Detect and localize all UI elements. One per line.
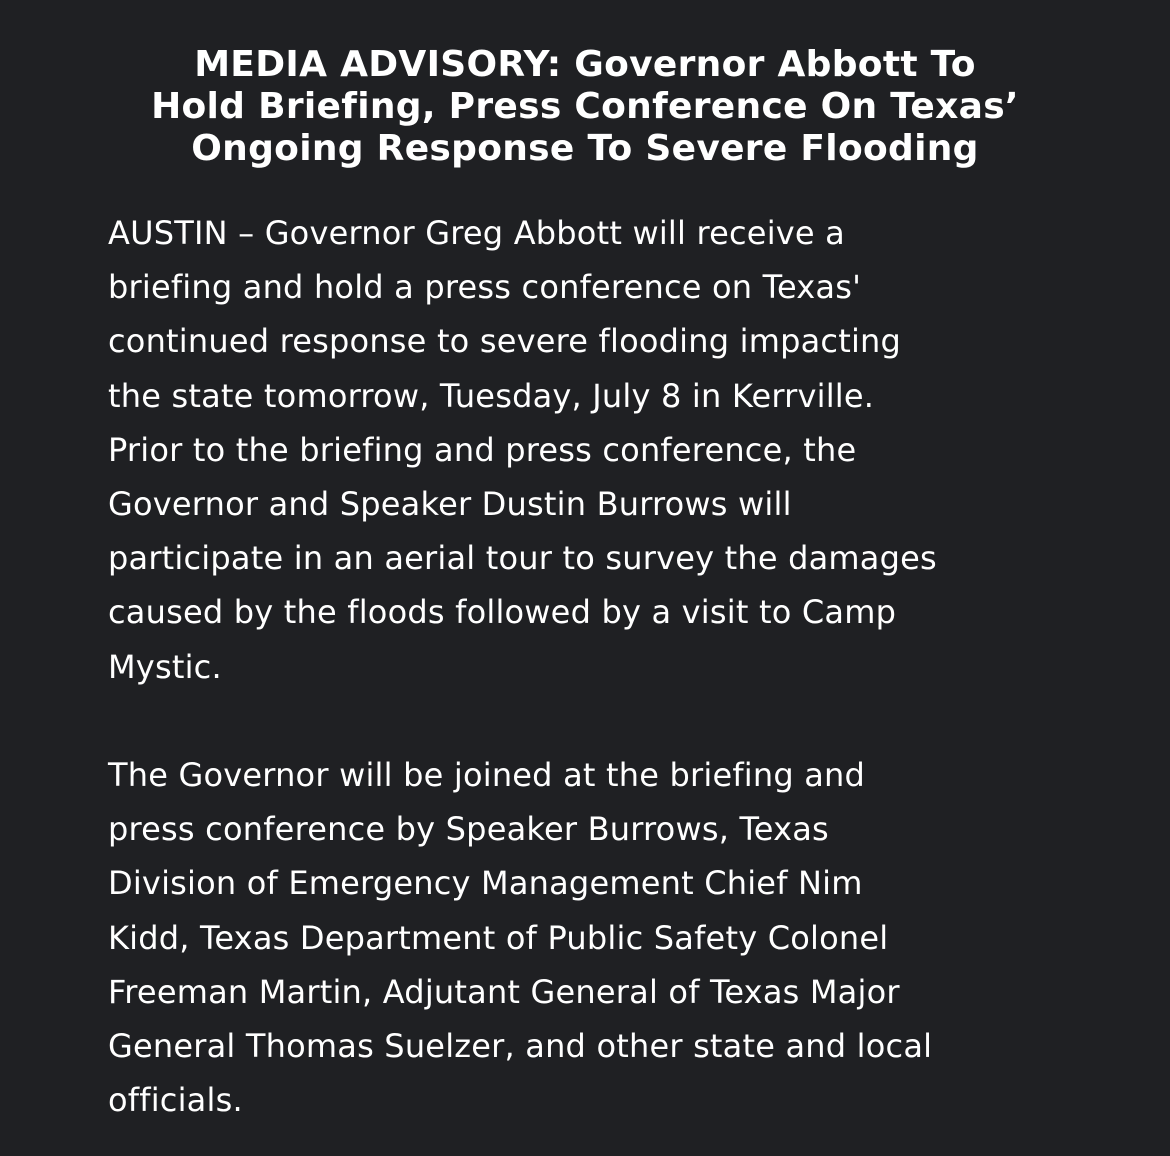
- text-line: AUSTIN – Governor Greg Abbott will receive a: [108, 214, 845, 252]
- text-line: Prior to the briefing and press conference, the: [108, 430, 857, 469]
- text-line: Kidd, Texas Department of Public Safety Colonel: [108, 918, 889, 957]
- headline-line: Hold Briefing, Press Conference On Texas’: [151, 86, 1019, 127]
- text-line: caused by the floods followed by a visit to Camp: [108, 593, 897, 632]
- text-line: Freeman Martin, Adjutant General of Texas Major: [108, 972, 900, 1011]
- headline-line: MEDIA ADVISORY: Governor Abbott To: [194, 44, 976, 85]
- text-line: Division of Emergency Management Chief Nim: [108, 864, 863, 903]
- article-body: [108, 206, 1108, 1127]
- text-line: participate in an aerial tour to survey the damages: [108, 539, 937, 578]
- paragraph-officials: [108, 748, 1108, 1127]
- headline: [85, 44, 1085, 170]
- paragraph-intro: [108, 206, 1108, 694]
- text-line: the state tomorrow, Tuesday, July 8 in Kerrville.: [108, 376, 875, 415]
- text-line: General Thomas Suelzer, and other state and local: [108, 1027, 933, 1066]
- text-line: The Governor will be joined at the briefing and: [108, 756, 866, 795]
- text-line: Governor and Speaker Dustin Burrows will: [108, 485, 792, 524]
- text-line: officials.: [108, 1081, 243, 1120]
- text-line: continued response to severe flooding impacting: [108, 322, 902, 361]
- text-line: Mystic.: [108, 647, 222, 686]
- text-line: briefing and hold a press conference on Texas': [108, 268, 862, 307]
- headline-line: Ongoing Response To Severe Flooding: [191, 128, 979, 169]
- text-line: press conference by Speaker Burrows, Texas: [108, 810, 829, 849]
